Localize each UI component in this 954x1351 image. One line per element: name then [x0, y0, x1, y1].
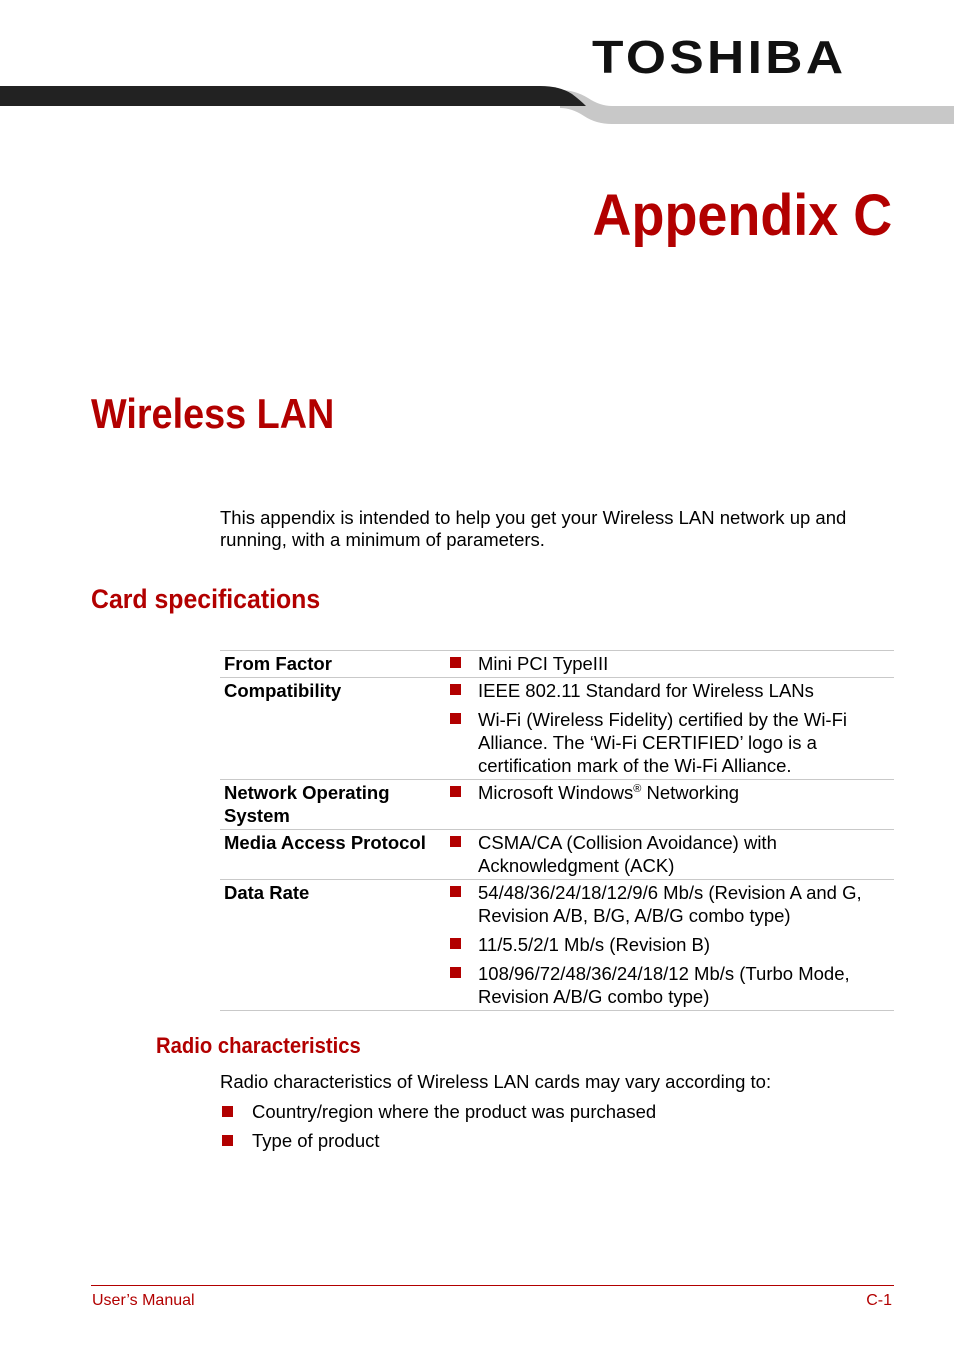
spec-label: From Factor — [224, 653, 332, 674]
footer-divider — [91, 1285, 894, 1286]
table-row — [220, 880, 894, 1011]
spec-value: Mini PCI TypeIII — [478, 653, 609, 674]
list-item — [446, 652, 894, 675]
bullet-square-icon — [450, 967, 461, 978]
registered-mark: ® — [633, 782, 642, 795]
spec-value: 108/96/72/48/36/24/18/12 Mb/s (Turbo Mode, Revision A/B/G combo type) — [478, 963, 850, 1007]
spec-label: Network Operating System — [224, 782, 390, 826]
spec-value: Wi-Fi (Wireless Fidelity) certified by the Wi-Fi Alliance. The ‘Wi-Fi CERTIFIED’ logo is a certification mark of the Wi-Fi Alliance. — [478, 709, 847, 776]
bullet-square-icon — [450, 684, 461, 695]
chapter-title: Appendix C — [592, 183, 892, 248]
bullet-square-icon — [450, 657, 461, 668]
spec-label: Data Rate — [224, 882, 310, 903]
spec-value: Microsoft Windows® Networking — [478, 782, 740, 803]
intro-paragraph: This appendix is intended to help you get your Wireless LAN network up and running, with a minimum of parameters. — [220, 507, 847, 550]
bullet-square-icon — [222, 1106, 233, 1117]
table-row — [220, 651, 894, 678]
radio-characteristics-heading: Radio characteristics — [156, 1033, 361, 1058]
bullet-square-icon — [450, 886, 461, 897]
table-row — [220, 830, 894, 880]
spec-value: 54/48/36/24/18/12/9/6 Mb/s (Revision A and G, Revision A/B, B/G, A/B/G combo type) — [478, 882, 862, 926]
table-row — [220, 780, 894, 830]
bullet-square-icon — [450, 713, 461, 724]
header-band — [0, 80, 954, 126]
card-specifications-heading: Card specifications — [91, 584, 321, 614]
list-item — [446, 679, 894, 702]
bullet-square-icon — [450, 786, 461, 797]
bullet-square-icon — [450, 938, 461, 949]
list-item — [446, 933, 894, 956]
radio-list — [220, 1101, 656, 1159]
table-row — [220, 678, 894, 780]
list-item — [446, 831, 894, 877]
spec-label: Media Access Protocol — [224, 832, 426, 853]
list-item — [446, 708, 894, 777]
bullet-square-icon — [450, 836, 461, 847]
section-title: Wireless LAN — [91, 390, 335, 437]
bullet-square-icon — [222, 1135, 233, 1146]
list-item — [446, 881, 894, 927]
list-item — [446, 962, 894, 1008]
list-item: Country/region where the product was purchased — [220, 1101, 656, 1123]
page-number: C-1 — [866, 1292, 892, 1309]
toshiba-logo: TOSHIBA — [592, 31, 847, 83]
spec-table — [220, 650, 894, 1011]
list-item — [446, 781, 894, 804]
spec-label: Compatibility — [224, 680, 342, 701]
spec-value: IEEE 802.11 Standard for Wireless LANs — [478, 680, 814, 701]
footer-manual-title: User’s Manual — [92, 1292, 195, 1309]
list-item: Type of product — [220, 1130, 656, 1152]
radio-intro: Radio characteristics of Wireless LAN cards may vary according to: — [220, 1071, 772, 1092]
spec-value: CSMA/CA (Collision Avoidance) with Acknowledgment (ACK) — [478, 832, 777, 876]
spec-value: 11/5.5/2/1 Mb/s (Revision B) — [478, 934, 711, 955]
